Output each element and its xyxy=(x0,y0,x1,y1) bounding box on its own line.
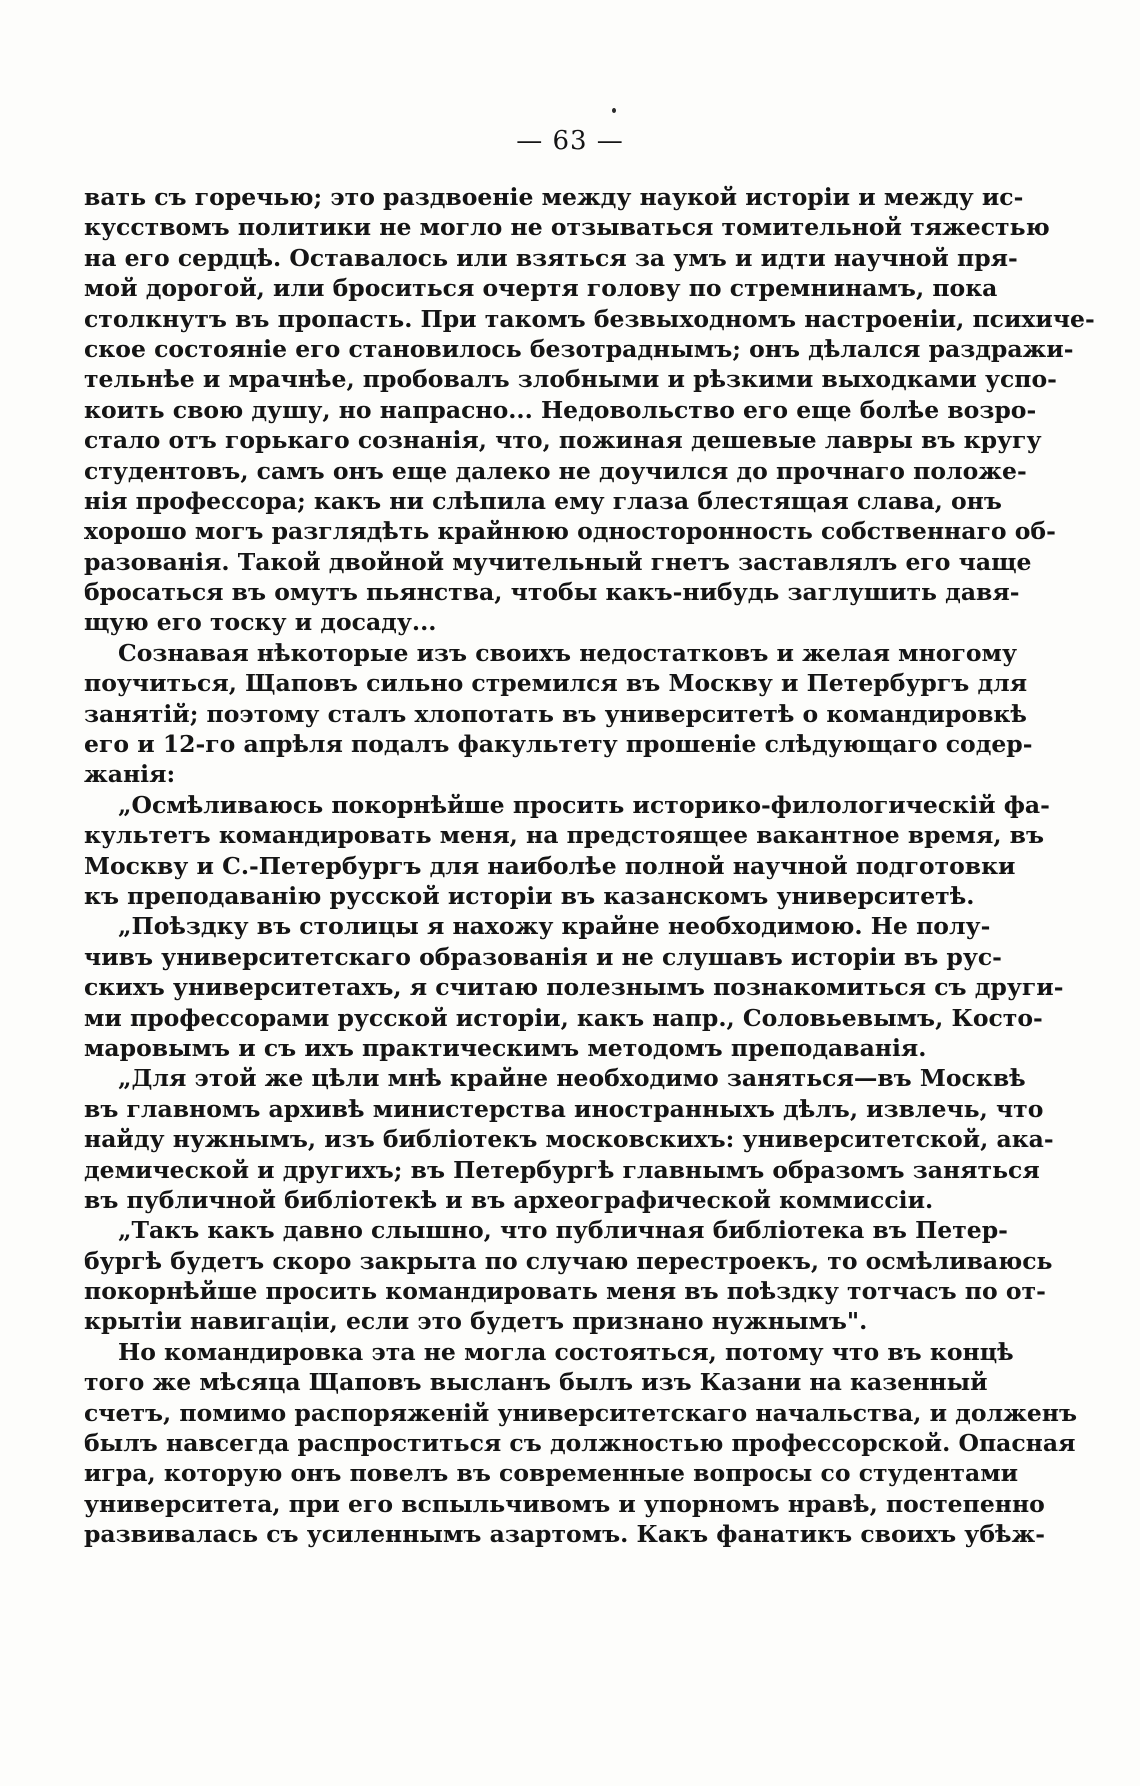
text-line: Москву и С.-Петербургъ для наиболѣе полной научной подготовки xyxy=(84,851,1016,880)
text-line: кусствомъ политики не могло не отзываться томительной тяжестью xyxy=(84,213,1050,242)
text-line: ское состояніе его становилось безотраднымъ; онъ дѣлался раздражи- xyxy=(84,334,1074,363)
text-line: „Поѣздку въ столицы я нахожу крайне необходимою. Не полу- xyxy=(118,912,991,941)
text-line: игра, которую онъ повелъ въ современные вопросы со студентами xyxy=(84,1459,1019,1488)
text-line: занятій; поэтому сталъ хлопотать въ университетѣ о командировкѣ xyxy=(84,699,1027,728)
text-line: разованія. Такой двойной мучительный гнетъ заставлялъ его чаще xyxy=(84,547,1032,576)
text-line: Но командировка эта не могла состояться, потому что въ концѣ xyxy=(118,1337,1014,1366)
text-line: найду нужнымъ, изъ библіотекъ московскихъ: университетской, ака- xyxy=(84,1125,1054,1154)
text-line: нія профессора; какъ ни слѣпила ему глаза блестящая слава, онъ xyxy=(84,486,1002,515)
text-line: поучиться, Щаповъ сильно стремился въ Москву и Петербургъ для xyxy=(84,669,1028,698)
text-line: покорнѣйше просить командировать меня въ поѣздку тотчасъ по от- xyxy=(84,1277,1046,1306)
text-line: развивалась съ усиленнымъ азартомъ. Какъ фанатикъ своихъ убѣж- xyxy=(84,1520,1046,1549)
text-line: „Для этой же цѣли мнѣ крайне необходимо заняться—въ Москвѣ xyxy=(118,1064,1026,1093)
text-line: культетъ командировать меня, на предстоящее вакантное время, въ xyxy=(84,821,1045,850)
text-line: „Осмѣливаюсь покорнѣйше просить историко-филологическій фа- xyxy=(118,790,1050,819)
text-line: того же мѣсяца Щаповъ высланъ былъ изъ Казани на казенный xyxy=(84,1368,988,1397)
text-line: стало отъ горькаго сознанія, что, пожиная дешевые лавры въ кругу xyxy=(84,426,1042,455)
text-line: мой дорогой, или броситься очертя голову по стремнинамъ, пока xyxy=(84,274,998,303)
ink-speck xyxy=(612,108,616,113)
text-line: ми профессорами русской исторіи, какъ напр., Соловьевымъ, Косто- xyxy=(84,1003,1043,1032)
text-line: университета, при его вспыльчивомъ и упорномъ нравѣ, постепенно xyxy=(84,1489,1045,1518)
text-line: „Такъ какъ давно слышно, что публичная библіотека въ Петер- xyxy=(118,1216,1008,1245)
text-line: студентовъ, самъ онъ еще далеко не доучился до прочнаго положе- xyxy=(84,456,1027,485)
text-line: былъ навсегда распроститься съ должностью профессорской. Опасная xyxy=(84,1429,1076,1458)
text-line: въ главномъ архивѣ министерства иностранныхъ дѣлъ, извлечь, что xyxy=(84,1094,1044,1123)
text-line: тельнѣе и мрачнѣе, пробовалъ злобными и рѣзкими выходками успо- xyxy=(84,365,1057,394)
text-line: хорошо могъ разглядѣть крайнюю односторонность собственнаго об- xyxy=(84,517,1056,546)
text-line: жанія: xyxy=(84,760,176,789)
text-line: столкнутъ въ пропасть. При такомъ безвыходномъ настроеніи, психиче- xyxy=(84,304,1095,333)
text-line: чивъ университетскаго образованія и не слушавъ исторіи въ рус- xyxy=(84,942,1002,971)
text-line: коить свою душу, но напрасно... Недовольство его еще болѣе возро- xyxy=(84,395,1037,424)
text-line: на его сердцѣ. Оставалось или взяться за умъ и идти научной пря- xyxy=(84,243,1018,272)
text-line: его и 12-го апрѣля подалъ факультету прошеніе слѣдующаго содер- xyxy=(84,730,1033,759)
text-line: скихъ университетахъ, я считаю полезнымъ познакомиться съ други- xyxy=(84,973,1064,1002)
text-line: счетъ, помимо распоряженій университетскаго начальства, и долженъ xyxy=(84,1398,1078,1427)
text-line: демической и другихъ; въ Петербургѣ главнымъ образомъ заняться xyxy=(84,1155,1040,1184)
text-line: щую его тоску и досаду... xyxy=(84,608,437,637)
text-line: въ публичной библіотекѣ и въ археографической коммиссіи. xyxy=(84,1185,934,1214)
text-line: маровымъ и съ ихъ практическимъ методомъ преподаванія. xyxy=(84,1033,927,1062)
text-line: Сознавая нѣкоторые изъ своихъ недостатковъ и желая многому xyxy=(118,638,1018,667)
page-number: — 63 — xyxy=(516,126,624,156)
text-line: вать съ горечью; это раздвоеніе между наукой исторіи и между ис- xyxy=(84,183,1024,211)
text-line: крытіи навигаціи, если это будетъ признано нужнымъ". xyxy=(84,1307,868,1336)
text-line: къ преподаванію русской исторіи въ казанскомъ университетѣ. xyxy=(84,881,975,910)
text-line: бросаться въ омутъ пьянства, чтобы какъ-нибудь заглушить давя- xyxy=(84,578,1020,607)
text-line: бургѣ будетъ скоро закрыта по случаю перестроекъ, то осмѣливаюсь xyxy=(84,1246,1053,1275)
body-text xyxy=(84,182,1095,1550)
